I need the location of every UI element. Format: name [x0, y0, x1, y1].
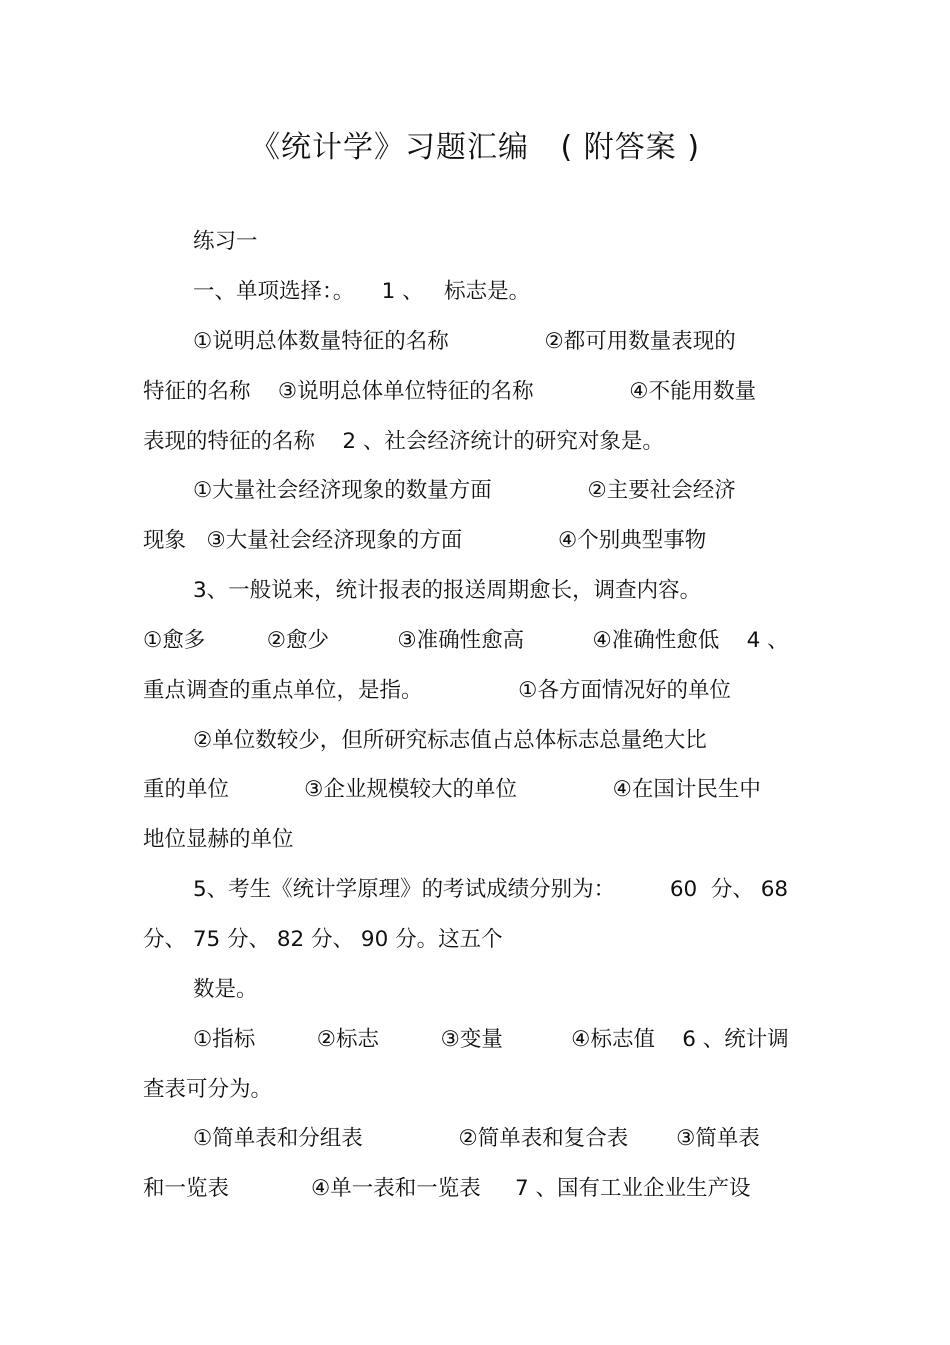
question-1: 一、单项选择：。 1 、 标志是。 [193, 279, 531, 304]
question-3: 3、一般说来，统计报表的报送周期愈长，调查内容。 [193, 578, 702, 603]
section-heading: 练习一 [193, 229, 258, 254]
question-5-line-2: 分、 75 分、 82 分、 90 分。这五个 [143, 927, 503, 952]
question-2-options-line-1: ①大量社会经济现象的数量方面 ②主要社会经济 [193, 478, 736, 503]
question-3-options: ①愈多 ②愈少 ③准确性愈高 ④准确性愈低 4 、 [143, 628, 789, 653]
question-2-options-line-2: 现象 ③大量社会经济现象的方面 ④个别典型事物 [143, 528, 707, 553]
question-6: 查表可分为。 [143, 1077, 273, 1102]
question-1-options-line-2: 特征的名称 ③说明总体单位特征的名称 ④不能用数量 [143, 379, 757, 404]
question-4: 重点调查的重点单位，是指。 ①各方面情况好的单位 [143, 678, 731, 703]
question-5-line-3: 数是。 [193, 977, 258, 1002]
question-4-options-line-1: ②单位数较少，但所研究标志值占总体标志总量绝大比 [193, 728, 707, 753]
question-6-options-line-1: ①简单表和分组表 ②简单表和复合表 ③简单表 [193, 1126, 760, 1151]
question-5-line-1: 5、考生《统计学原理》的考试成绩分别为： 60 分、 68 [193, 877, 789, 902]
question-1-options-line-1: ①说明总体数量特征的名称 ②都可用数量表现的 [193, 329, 736, 354]
question-4-options-line-2: 重的单位 ③企业规模较大的单位 ④在国计民生中 [143, 777, 761, 802]
question-2: 表现的特征的名称 2 、社会经济统计的研究对象是。 [143, 429, 664, 454]
question-5-options: ①指标 ②标志 ③变量 ④标志值 6 、统计调 [193, 1027, 789, 1052]
question-6-options-line-2: 和一览表 ④单一表和一览表 7 、国有工业企业生产设 [143, 1176, 751, 1201]
document-title: 《统计学》习题汇编 ( 附答案 ) [249, 130, 701, 165]
question-4-options-line-3: 地位显赫的单位 [143, 827, 294, 852]
